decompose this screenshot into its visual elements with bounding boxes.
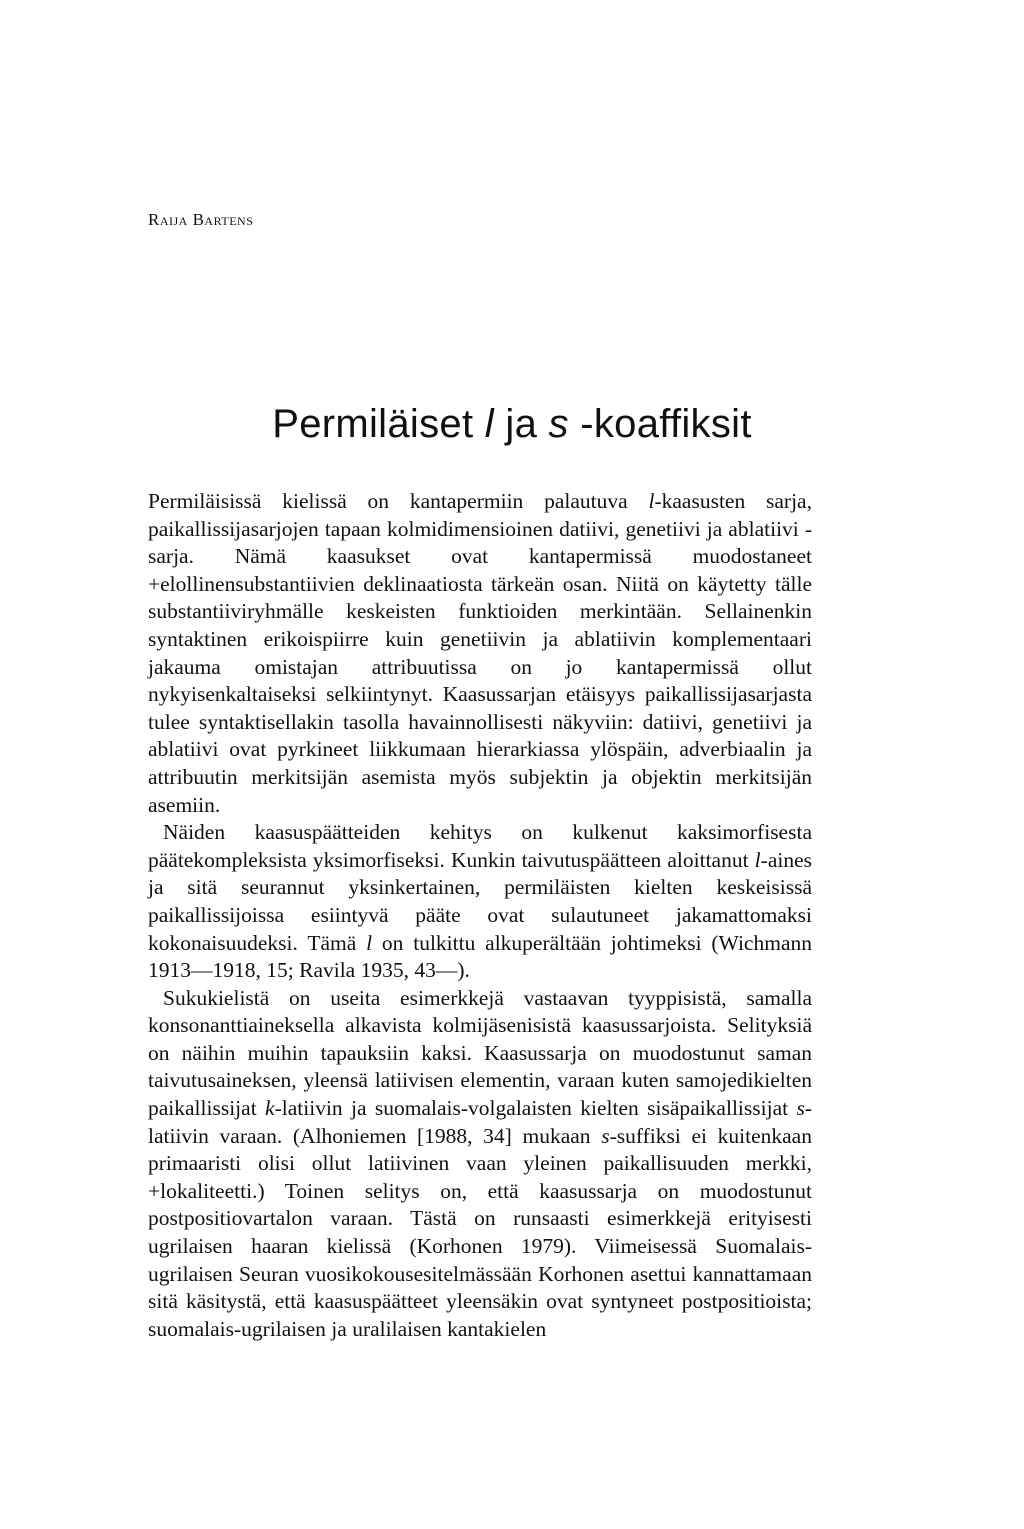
title-text-1: Permiläiset: [272, 402, 485, 446]
title-text-3: -koaffiksit: [568, 402, 752, 446]
text-run: on tulkittu alkuperältään johtimeksi (Wichmann 1913—1918, 15; Ravila 1935, 43—).: [148, 930, 812, 983]
text-run: -latiivin varaan. (Alhoniemen [1988, 34] mukaan: [148, 1096, 812, 1148]
article-title: [0, 402, 1024, 447]
italic-run: s: [796, 1096, 805, 1121]
paragraph-1: [148, 488, 812, 819]
article-body: [148, 488, 812, 1343]
text-run: Näiden kaasuspäätteiden kehitys on kulkenut kaksimorfisesta päätekompleksista yksimorfiseksi. Kunkin taivutuspäätteen aloittanut: [148, 820, 812, 872]
text-run: -suffiksi ei kuitenkaan primaaristi olisi ollut latiivinen vaan yleinen paikallisuuden merkki, +lokaliteetti.) Toinen selitys on, että kaasussarja on muodostunut postpositiovartalon varaan. Tästä on runsaasti esimerkkejä erityisesti ugrilaisen haaran kielissä (Korhonen 1979). Viimeisessä Suomalais-ugrilaisen Seuran vuosikokousesitelmässään Korhonen asettui kannattamaan sitä käsitystä, että kaasuspäätteet yleensäkin ovat syntyneet postpositioista; suomalais-ugrilaisen ja uralilaisen kantakielen: [148, 1123, 812, 1341]
text-run: -latiivin ja suomalais-volgalaisten kielten sisäpaikallissijat: [274, 1096, 797, 1121]
italic-run: s: [601, 1123, 610, 1148]
italic-run: l: [366, 930, 373, 955]
running-header-author: Raija Bartens: [148, 210, 254, 229]
italic-run: k: [265, 1096, 275, 1121]
italic-run: l: [754, 847, 761, 872]
text-run: -kaasusten sarja, paikallissijasarjojen tapaan kolmidimensioinen datiivi, genetiivi ja ablatiivi -sarja. Nämä kaasukset ovat kantapermissä muodostaneet +elollinensubstantiivien deklinaatiosta tärkeän osan. Niitä on käytetty tälle substantiiviryhmälle keskeisten funktioiden merkintään. Sellainenkin syntaktinen erikoispiirre kuin genetiivin ja ablatiivin komplementaari jakauma omistajan attribuutissa on jo kantapermissä ollut nykyisenkaltaiseksi selkiintynyt. Kaasussarjan etäisyys paikallissijasarjasta tulee syntaktisellakin tasolla havainnollisesti näkyviin: datiivi, genetiivi ja ablatiivi ovat pyrkineet liikkumaan hierarkiassa ylöspäin, adverbiaalin ja attribuutin merkitsijän asemista myös subjektin ja objektin merkitsijän asemiin.: [148, 489, 812, 817]
title-italic-s: s: [548, 402, 569, 446]
text-run: -aines ja sitä seurannut yksinkertainen, permiläisten kielten keskeisissä paikallissijoissa esiintyvä pääte ovat sulautuneet jakamattomaksi kokonaisuudeksi. Tämä: [148, 847, 812, 955]
title-text-2: ja: [493, 402, 549, 446]
title-italic-l: l: [484, 402, 494, 446]
paragraph-3: [148, 985, 812, 1344]
italic-run: l: [648, 489, 655, 513]
paragraph-2: [148, 819, 812, 985]
text-run: Permiläisissä kielissä on kantapermiin palautuva: [148, 489, 649, 513]
text-run: Sukukielistä on useita esimerkkejä vastaavan tyyppisistä, samalla konsonanttiaineksella alkavista kolmijäsenisistä kaasussarjoista. Selityksiä on näihin muihin tapauksiin kaksi. Kaasussarja on muodostunut saman taivutusaineksen, yleensä latiivisen elementin, varaan kuten samojedikielten paikallissijat: [148, 985, 812, 1121]
